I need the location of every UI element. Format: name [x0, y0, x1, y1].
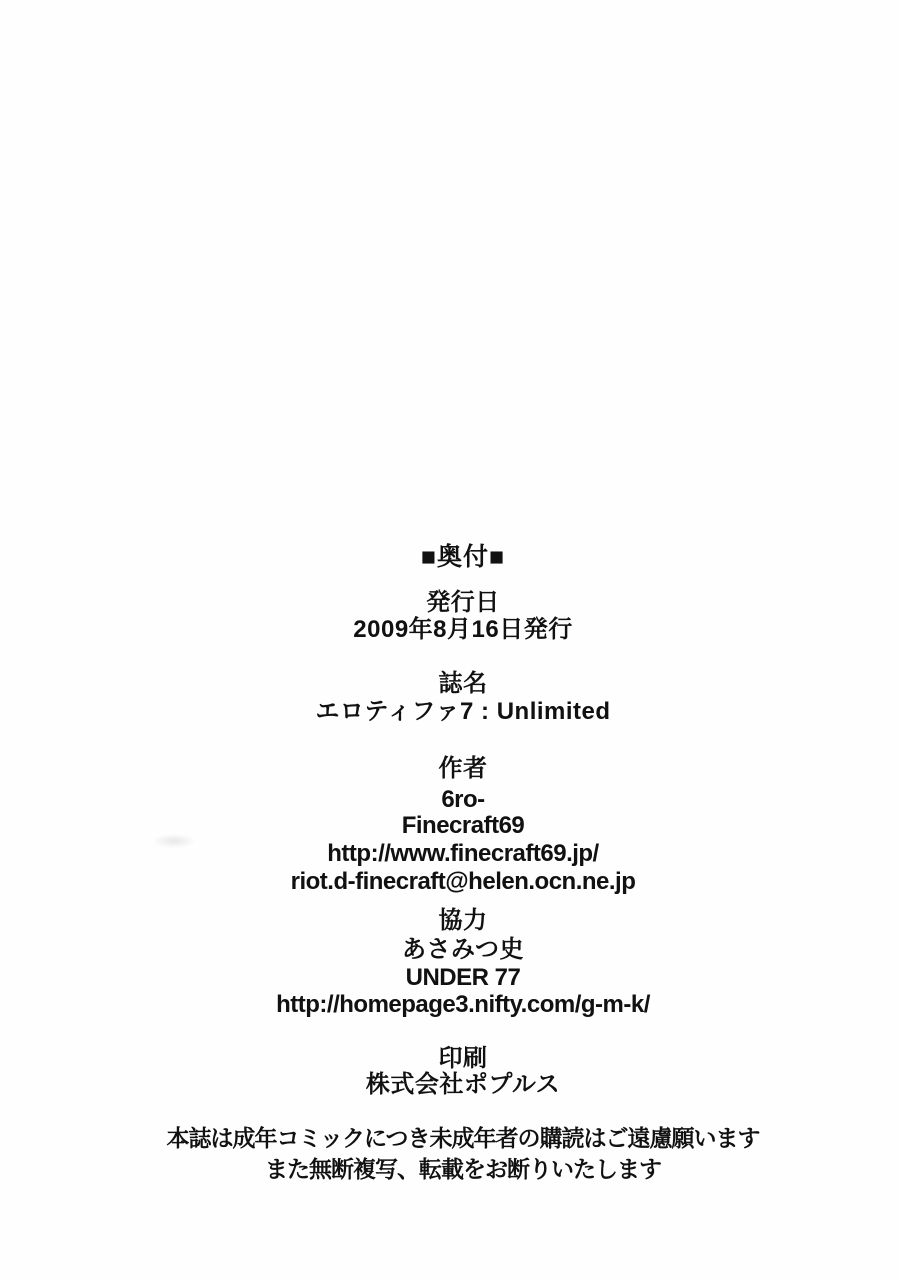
book-title-value: エロティファ7 : Unlimited — [315, 698, 611, 725]
printer-name: 株式会社ポプルス — [365, 1071, 561, 1098]
disclaimer-line-2: また無断複写、転載をお断りいたします — [265, 1156, 661, 1182]
book-title-label: 誌名 — [438, 670, 488, 697]
disclaimer-line-1: 本誌は成年コミックにつき未成年者の購読はご遠慮願います — [166, 1125, 760, 1151]
cooperation-name-2: UNDER 77 — [405, 964, 521, 991]
printer-label: 印刷 — [438, 1045, 488, 1072]
scan-smudge-artifact — [152, 834, 196, 848]
colophon-title: ■奥付■ — [420, 543, 506, 571]
cooperation-website-url: http://homepage3.nifty.com/g-m-k/ — [276, 991, 650, 1018]
cooperation-name-1: あさみつ史 — [401, 936, 525, 963]
author-circle-name: Finecraft69 — [401, 812, 525, 839]
author-website-url: http://www.finecraft69.jp/ — [327, 840, 599, 867]
publication-date-label: 発行日 — [426, 589, 500, 616]
publication-date-value: 2009年8月16日発行 — [353, 616, 573, 643]
author-name: 6ro- — [441, 786, 485, 813]
cooperation-label: 協力 — [438, 907, 488, 934]
author-email: riot.d-finecraft@helen.ocn.ne.jp — [290, 868, 636, 895]
author-label: 作者 — [438, 755, 488, 782]
